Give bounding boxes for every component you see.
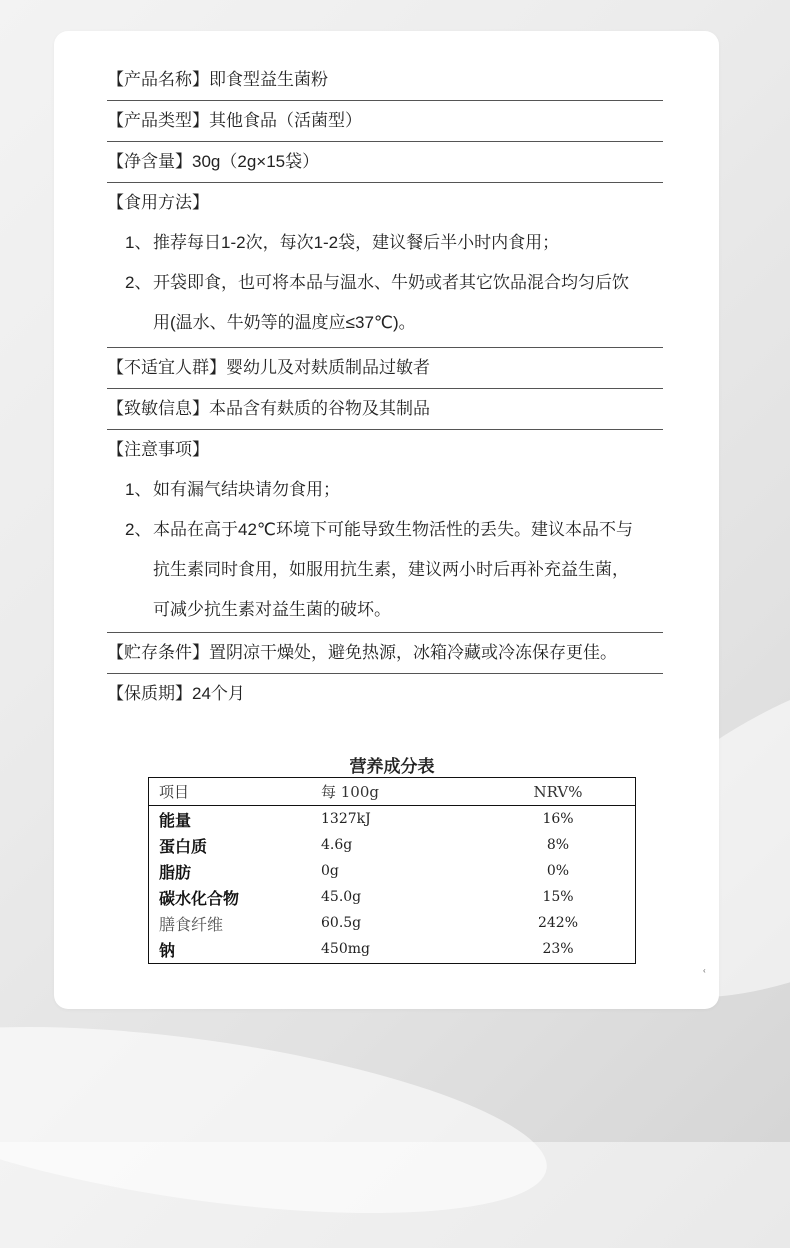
nutrient-nrv: 16% — [542, 811, 574, 827]
header-per100g: 每 100g — [321, 783, 380, 801]
info-value: 婴幼儿及对麸质制品过敏者 — [226, 358, 430, 377]
nutrition-row — [149, 884, 635, 910]
info-label: 【保质期】 — [107, 684, 192, 703]
usage-item — [107, 263, 663, 343]
nutrient-amount: 60.5g — [321, 915, 362, 931]
nutrient-nrv: 0% — [546, 863, 570, 879]
item-text: 本品在高于42℃环境下可能导致生物活性的丢失。建议本品不与 — [153, 520, 633, 539]
item-text: 开袋即食，也可将本品与温水、牛奶或者其它饮品混合均匀后饮 — [153, 273, 629, 292]
info-row-product-name — [107, 60, 663, 101]
info-label: 【贮存条件】 — [107, 643, 209, 662]
nutrient-name: 脂肪 — [159, 862, 192, 882]
nutrition-row — [149, 832, 635, 858]
info-label: 【致敏信息】 — [107, 399, 209, 418]
info-row-allergen — [107, 389, 663, 430]
info-value: 24个月 — [192, 684, 245, 703]
info-row-shelf-life — [107, 674, 663, 714]
nutrient-nrv: 8% — [546, 837, 570, 853]
item-text: 抗生素同时食用，如服用抗生素，建议两小时后再补充益生菌， — [153, 560, 629, 579]
usage-heading: 【食用方法】 — [107, 193, 209, 212]
info-row-product-type — [107, 101, 663, 142]
nutrition-row — [149, 910, 635, 936]
header-nrv: NRV% — [533, 782, 583, 801]
nutrition-header-row — [149, 778, 635, 806]
decorative-mark: ‹ — [703, 966, 706, 975]
info-row-storage — [107, 633, 663, 674]
nutrition-table — [148, 777, 636, 964]
nutrient-nrv: 15% — [542, 889, 574, 905]
nutrient-name: 蛋白质 — [159, 836, 208, 856]
nutrition-row — [149, 858, 635, 884]
info-value: 本品含有麸质的谷物及其制品 — [209, 399, 430, 418]
info-label: 【产品名称】 — [107, 70, 209, 89]
header-item: 项目 — [159, 783, 190, 801]
nutrient-amount: 0g — [321, 863, 339, 879]
notes-section — [107, 430, 663, 633]
item-number: 2、 — [125, 273, 152, 292]
info-row-net-content — [107, 142, 663, 183]
info-value: 其他食品（活菌型） — [209, 111, 362, 130]
nutrient-name: 碳水化合物 — [159, 888, 240, 908]
nutrient-name: 膳食纤维 — [159, 914, 224, 934]
item-text: 可减少抗生素对益生菌的破坏。 — [153, 600, 391, 619]
nutrient-name: 钠 — [159, 940, 176, 960]
info-row-unsuitable — [107, 348, 663, 389]
notes-item — [107, 510, 663, 630]
nutrient-amount: 1327kJ — [321, 811, 371, 827]
info-label: 【产品类型】 — [107, 111, 209, 130]
item-number: 2、 — [125, 520, 152, 539]
info-label: 【不适宜人群】 — [107, 358, 226, 377]
info-label: 【净含量】 — [107, 152, 192, 171]
info-value: 置阴凉干燥处，避免热源，冰箱冷藏或冷冻保存更佳。 — [209, 643, 617, 662]
item-number: 1、 — [125, 480, 152, 499]
nutrition-row — [149, 806, 635, 832]
nutrition-table-title: 营养成分表 — [349, 757, 435, 777]
nutrient-amount: 450mg — [321, 941, 370, 957]
nutrient-amount: 4.6g — [321, 837, 353, 853]
notes-heading: 【注意事项】 — [107, 440, 209, 459]
item-text: 如有漏气结块请勿食用； — [153, 480, 340, 499]
product-info-list — [107, 60, 663, 714]
item-number: 1、 — [125, 233, 152, 252]
background-swoosh — [0, 992, 558, 1248]
info-value: 即食型益生菌粉 — [209, 70, 328, 89]
usage-section — [107, 183, 663, 348]
usage-item — [107, 223, 663, 263]
nutrient-amount: 45.0g — [321, 889, 362, 905]
nutrition-row — [149, 936, 635, 962]
nutrient-name: 能量 — [159, 810, 192, 830]
item-text: 用(温水、牛奶等的温度应≤37℃)。 — [153, 313, 416, 332]
notes-item — [107, 470, 663, 510]
info-value: 30g（2g×15袋） — [192, 152, 320, 171]
nutrient-nrv: 23% — [542, 941, 574, 957]
nutrient-nrv: 242% — [537, 915, 579, 931]
item-text: 推荐每日1-2次，每次1-2袋，建议餐后半小时内食用； — [153, 233, 560, 252]
